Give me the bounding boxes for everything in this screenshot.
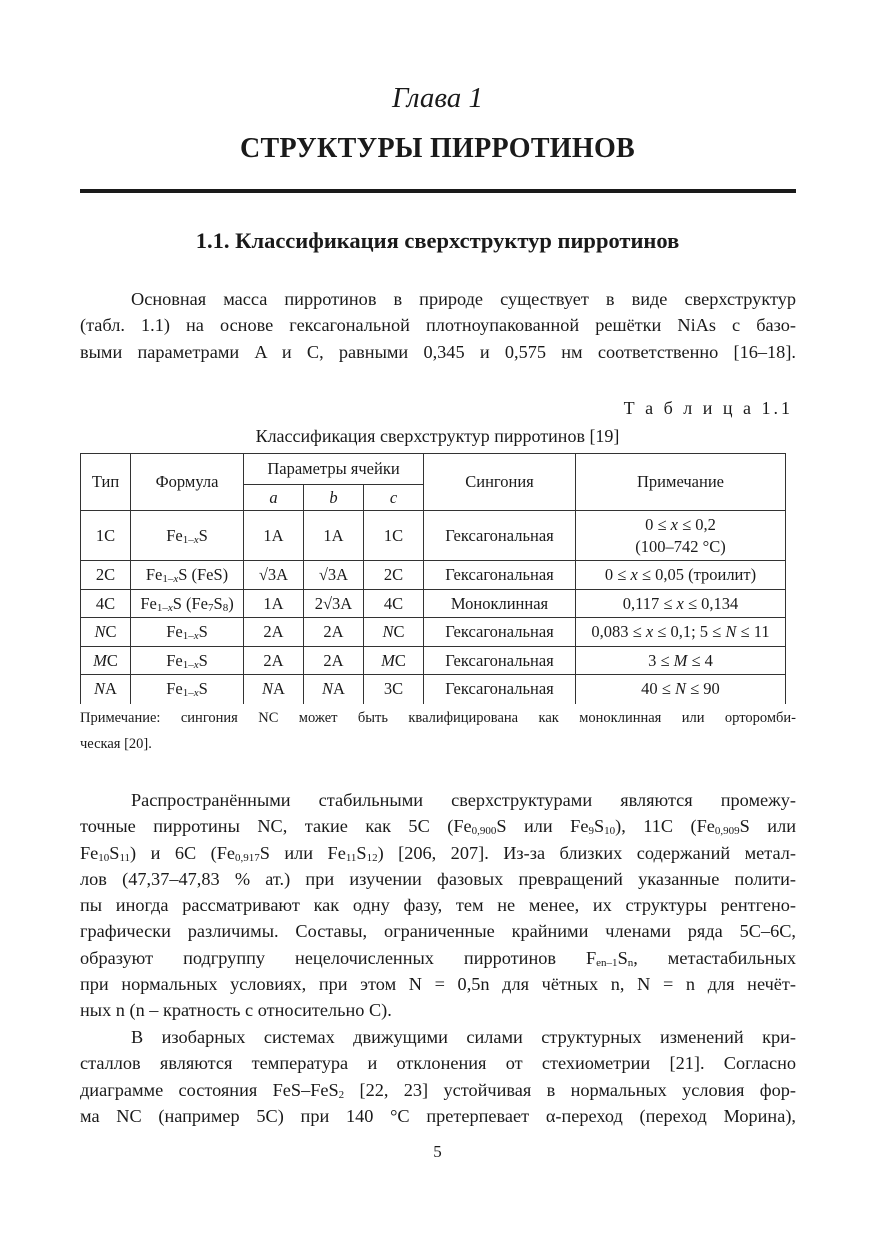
text-run: ≤ 0,134 — [683, 593, 739, 613]
subscript: x — [193, 630, 199, 642]
italic-run: N — [94, 679, 106, 699]
text-run: Fe — [166, 679, 183, 699]
text-run: 1A — [263, 525, 284, 545]
cell-b — [304, 647, 364, 675]
text-run: лов (47,37–47,83 % ат.) при изучении фазовых превращений указанные полити- — [80, 868, 796, 889]
paragraph-2 — [80, 787, 796, 1024]
text-line — [80, 918, 796, 944]
text-run: (табл. 1.1) на основе гексагональной плотноупакованной решётки NiAs с базо- — [80, 315, 796, 336]
subscript: x — [193, 687, 199, 700]
text-run: выми параметрами A и C, равными 0,345 и 0,575 нм соответственно [16–18]. — [80, 341, 796, 362]
text-run: S или — [739, 816, 796, 837]
text-run: C — [106, 650, 118, 670]
cell-a — [244, 618, 304, 647]
subscript: 7 — [208, 601, 214, 614]
subscript: 8 — [222, 601, 229, 614]
text-run: S — [198, 650, 208, 670]
text-run: Гексагональная — [445, 622, 554, 641]
paragraph-1 — [80, 286, 796, 365]
text-run: 3 ≤ — [648, 650, 674, 670]
text-run: S (Fe — [172, 593, 208, 613]
italic-run: N — [382, 622, 394, 641]
text-line — [80, 971, 796, 997]
subscript: 1– — [182, 630, 194, 642]
text-run: ≤ 11 — [736, 622, 770, 641]
cell-b — [304, 590, 364, 618]
cell-b — [304, 561, 364, 590]
text-run: S — [198, 525, 208, 545]
text-run: 2C — [95, 565, 116, 584]
subscript: 9 — [588, 825, 594, 838]
cell-note — [576, 561, 786, 590]
text-run: образуют подгруппу нецелочисленных пирротинов F — [80, 947, 597, 968]
text-line — [80, 840, 796, 866]
text-run: 3C — [383, 679, 404, 699]
text-run: Гексагональная — [445, 565, 554, 584]
cell-type — [81, 647, 131, 675]
text-run: ) и 6C (Fe — [130, 842, 236, 863]
text-run: Примечание: сингония NC может быть квалифицирована как моноклинная или орторомби- — [80, 710, 796, 726]
text-run: сталлов являются температура и отклонения от стехиометрии [21]. Согласно — [80, 1053, 796, 1074]
text-run: Fe — [166, 525, 183, 545]
text-line — [80, 787, 796, 813]
italic-run: N — [94, 622, 106, 641]
subscript: en–1 — [596, 956, 618, 969]
cell-a — [244, 561, 304, 590]
text-run: (100–742 °C) — [635, 536, 726, 556]
header-c: c — [364, 485, 424, 511]
text-run: C — [393, 622, 405, 641]
cell-a — [244, 647, 304, 675]
text-line — [80, 339, 796, 365]
cell-syngony — [424, 647, 576, 675]
italic-run: x — [676, 593, 684, 613]
header-note: Примечание — [576, 454, 786, 511]
text-run: C — [105, 622, 117, 641]
section-heading: 1.1. Классификация сверхструктур пирротинов — [195, 228, 680, 253]
text-run: графически различимы. Составы, ограниченные крайними членами ряда 5C–6C, — [80, 921, 796, 942]
text-line — [80, 286, 796, 312]
header-syngony: Сингония — [424, 454, 576, 511]
cell-a — [244, 511, 304, 561]
cell-type — [81, 561, 131, 590]
text-run: 4C — [383, 593, 404, 613]
superstructure-table — [80, 453, 786, 704]
cell-c — [364, 618, 424, 647]
subscript: 10 — [604, 825, 616, 838]
header-formula: Формула — [131, 454, 244, 511]
text-run: Гексагональная — [445, 525, 554, 545]
text-run: S — [198, 679, 208, 699]
text-run: Гексагональная — [445, 679, 554, 699]
header-a: a — [244, 485, 304, 511]
text-run: ) — [228, 593, 234, 613]
cell-c — [364, 561, 424, 590]
cell-type — [81, 590, 131, 618]
italic-run: N — [262, 679, 274, 699]
text-line — [80, 1024, 796, 1050]
subscript: 0,917 — [235, 851, 260, 864]
text-run: 2A — [323, 622, 344, 641]
text-run: 1C — [95, 525, 116, 545]
text-run: пы иногда рассматривают как одну фазу, тем не менее, их структуры рентгено- — [80, 895, 796, 916]
cell-note — [576, 647, 786, 675]
cell-c — [364, 675, 424, 704]
subscript: 2 — [338, 1088, 345, 1101]
text-run: В изобарных системах движущими силами структурных изменений кри- — [131, 1027, 796, 1047]
cell-formula — [131, 590, 244, 618]
cell-syngony — [424, 561, 576, 590]
text-run: 2A — [263, 650, 284, 670]
text-run: 2√3A — [314, 593, 353, 613]
text-line — [80, 312, 796, 338]
subscript: 11 — [345, 851, 357, 864]
text-line — [80, 1050, 796, 1076]
cell-c — [364, 590, 424, 618]
subscript: 1– — [156, 601, 168, 614]
text-run: ческая [20]. — [80, 736, 152, 753]
cell-c — [364, 511, 424, 561]
text-run: S — [213, 593, 223, 613]
text-run: 1A — [323, 525, 344, 545]
text-run: 0,083 ≤ — [591, 622, 646, 641]
cell-a — [244, 590, 304, 618]
header-cell-params: Параметры ячейки — [244, 454, 424, 485]
header-type: Тип — [81, 454, 131, 511]
text-run: S — [356, 842, 367, 863]
text-run: S — [593, 816, 605, 837]
text-run: √3A — [318, 565, 349, 584]
text-run: S — [109, 842, 120, 863]
text-run: [22, 23] устойчивая в нормальных условия фор- — [344, 1079, 796, 1100]
text-run: ≤ 90 — [686, 679, 720, 699]
cell-type — [81, 675, 131, 704]
cell-formula — [131, 618, 244, 647]
text-run: 2C — [383, 565, 404, 584]
italic-run: N — [674, 679, 686, 699]
italic-run: N — [725, 622, 737, 641]
table-row — [81, 647, 786, 675]
cell-type — [81, 618, 131, 647]
text-line — [80, 866, 796, 892]
subscript: 0,900 — [471, 825, 497, 838]
text-run: ), 11C (Fe — [615, 816, 715, 837]
text-run: 4C — [95, 593, 116, 613]
cell-syngony — [424, 618, 576, 647]
table-row — [81, 590, 786, 618]
text-run: A — [105, 679, 117, 699]
text-run: S (FeS) — [178, 565, 229, 584]
text-run: 0,117 ≤ — [622, 593, 677, 613]
cell-type — [81, 511, 131, 561]
italic-run: x — [630, 565, 638, 584]
chapter-title: СТРУКТУРЫ ПИРРОТИНОВ — [239, 133, 636, 164]
table-row — [81, 618, 786, 647]
italic-run: x — [670, 514, 678, 534]
text-run: диаграмме состояния FeS–FeS — [80, 1079, 339, 1100]
italic-run: M — [381, 650, 395, 670]
text-line — [80, 1077, 796, 1103]
cell-note — [576, 590, 786, 618]
text-run: 40 ≤ — [641, 679, 675, 699]
text-run: C — [394, 650, 406, 670]
text-run: Основная масса пирротинов в природе существует в виде сверхструктур — [131, 289, 796, 309]
text-run: ≤ 4 — [687, 650, 713, 670]
cell-note — [576, 675, 786, 704]
table-row — [81, 511, 786, 561]
text-line — [80, 733, 796, 759]
subscript: 1– — [182, 658, 194, 671]
text-run: ) [206, 207]. Из-за близких содержаний метал- — [377, 842, 796, 863]
cell-c — [364, 647, 424, 675]
cell-syngony — [424, 511, 576, 561]
page-number: 5 — [433, 1142, 442, 1161]
cell-b — [304, 618, 364, 647]
paragraph-3 — [80, 1024, 796, 1129]
text-run: ных n (n – кратность с относительно C). — [80, 1000, 392, 1021]
text-run: Распространёнными стабильными сверхструктурами являются промежу- — [131, 790, 796, 810]
text-run: ≤ 0,05 (троилит) — [637, 565, 757, 584]
text-run: S — [617, 947, 628, 968]
subscript: 12 — [366, 851, 378, 864]
table-caption: Классификация сверхструктур пирротинов [19] — [255, 426, 620, 446]
subscript: 11 — [119, 851, 131, 864]
cell-formula — [131, 647, 244, 675]
cell-formula — [131, 511, 244, 561]
text-run: Fe — [166, 650, 183, 670]
subscript: n — [627, 956, 634, 969]
text-run: 1C — [383, 525, 404, 545]
text-run: A — [273, 679, 285, 699]
cell-b — [304, 675, 364, 704]
subscript: x — [167, 601, 173, 614]
italic-run: M — [93, 650, 107, 670]
text-run: ≤ 0,2 — [677, 514, 716, 534]
table-note — [80, 707, 796, 760]
table-label: Т а б л и ц а 1.1 — [623, 398, 793, 418]
text-run: Моноклинная — [450, 593, 549, 613]
subscript: 10 — [98, 851, 110, 864]
italic-run: N — [322, 679, 334, 699]
header-b: b — [304, 485, 364, 511]
table-row — [81, 561, 786, 590]
text-run: 2A — [323, 650, 344, 670]
text-run: Гексагональная — [445, 650, 554, 670]
subscript: x — [173, 573, 179, 585]
text-run: , метастабильных — [633, 947, 797, 968]
cell-formula — [131, 675, 244, 704]
text-line — [80, 892, 796, 918]
cell-b — [304, 511, 364, 561]
italic-run: M — [673, 650, 688, 670]
text-line — [80, 997, 796, 1023]
text-line — [80, 945, 796, 971]
subscript: x — [193, 658, 199, 671]
cell-a — [244, 675, 304, 704]
chapter-number: Глава 1 — [391, 82, 484, 114]
subscript: x — [193, 533, 199, 546]
subscript: 1– — [182, 687, 194, 700]
text-run: 0 ≤ — [604, 565, 631, 584]
text-run: 1A — [263, 593, 284, 613]
text-run: 2A — [263, 622, 284, 641]
text-run: ≤ 0,1; 5 ≤ — [653, 622, 726, 641]
text-run: S или Fe — [496, 816, 589, 837]
title-divider — [80, 189, 796, 193]
subscript: 1– — [182, 533, 194, 546]
text-run: Fe — [140, 593, 157, 613]
text-run: при нормальных условиях, при этом N = 0,5n для чётных n, N = n для нечёт- — [80, 974, 796, 995]
text-run: A — [333, 679, 345, 699]
text-run: Fe — [80, 842, 99, 863]
text-line — [80, 1103, 796, 1129]
text-run: 0 ≤ — [645, 514, 671, 534]
text-run: S — [198, 622, 208, 641]
text-run: Fe — [145, 565, 163, 584]
text-run: √3A — [258, 565, 289, 584]
cell-syngony — [424, 675, 576, 704]
text-line — [80, 813, 796, 839]
text-run: ма NC (например 5C) при 140 °C претерпевает α-переход (переход Морина), — [80, 1105, 796, 1126]
cell-note — [576, 618, 786, 647]
cell-syngony — [424, 590, 576, 618]
subscript: 0,909 — [714, 825, 740, 838]
table-row — [81, 675, 786, 704]
text-run: Fe — [166, 622, 183, 641]
text-line — [80, 707, 796, 733]
italic-run: x — [645, 622, 654, 641]
subscript: 1– — [162, 573, 174, 585]
text-run: точные пирротины NC, такие как 5C (Fe — [80, 816, 472, 837]
cell-note — [576, 511, 786, 561]
text-run: S или Fe — [259, 842, 346, 863]
cell-formula — [131, 561, 244, 590]
